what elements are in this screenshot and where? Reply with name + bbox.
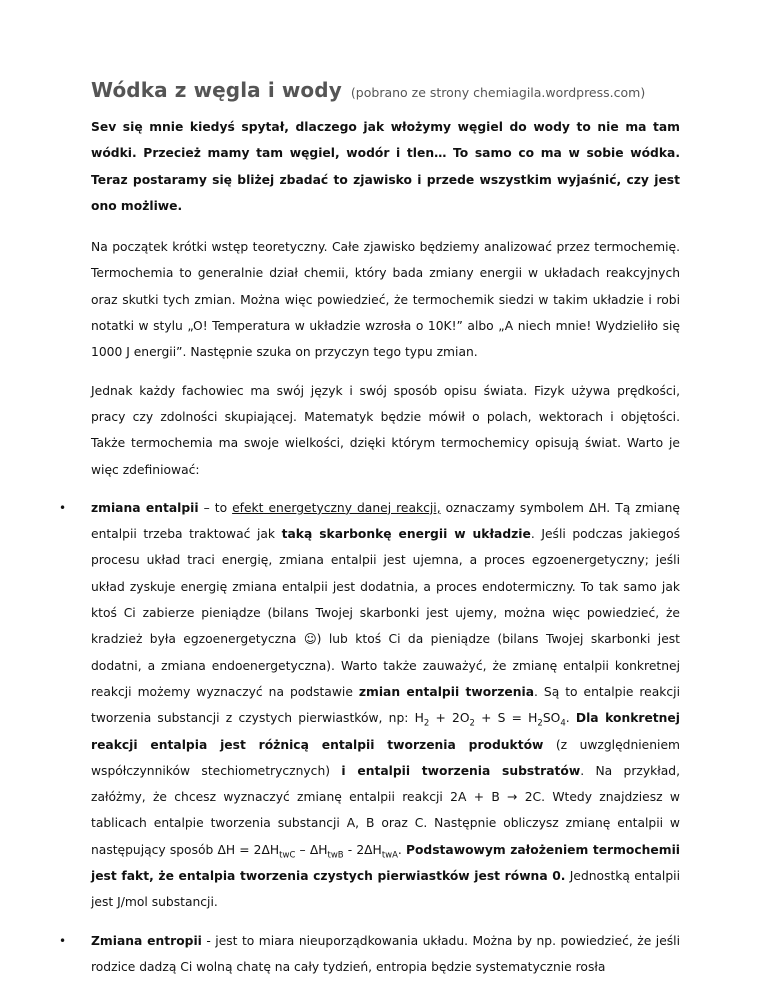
source-note: (pobrano ze strony chemiagila.wordpress.com)	[350, 85, 646, 100]
termochemia-paragraph: Na początek krótki wstęp teoretyczny. Całe zjawisko będziemy analizować przez termochemię. Termochemia to generalnie dział chemii, który bada zmiany energii w układach reakcyjnych oraz skutki tych zmian. Można więc powiedzieć, że termochemik siedzi w takim układzie i robi notatki w stylu „O! Temperatura w układzie wzrosła o 10K!” albo „A niech mnie! Wydzieliło się 1000 J energii”. Następnie szuka on przyczyn tego typu zmian.	[91, 240, 680, 360]
definitions-list	[59, 495, 681, 980]
text-run: + 2O	[429, 711, 470, 726]
page-title: Wódka z węgla i wody	[91, 78, 342, 102]
text-run: .	[397, 842, 406, 857]
bold-run: Podstawowym założeniem termochemii jest fakt, że entalpia tworzenia czystych pierwiastków jest równa 0.	[91, 842, 680, 884]
text-run: Jednostką entalpii jest J/mol substancji.	[91, 869, 680, 910]
text-run: oznaczamy symbolem ΔH. Tą zmianę entalpii trzeba traktować jak	[91, 500, 680, 542]
text-run: - jest to miara nieuporządkowania układu. Można by np. powiedzieć, że jeśli rodzice dadzą Ci wolną chatę na cały tydzień, entropia będzie systematycznie rosła	[91, 933, 680, 974]
title-line	[91, 78, 680, 102]
bold-run: Dla konkretnej reakcji entalpia jest różnicą entalpii tworzenia produktów	[91, 711, 680, 752]
bold-run: zmian entalpii tworzenia	[358, 684, 535, 699]
text-run: + S = H	[474, 711, 538, 726]
subscript: 4	[560, 718, 566, 729]
bullet-icon: •	[59, 500, 67, 515]
text-run: . Jeśli podczas jakiegoś procesu układ traci energię, zmiana entalpii jest ujemna, a proces egzoenergetyczny; jeśli układ zyskuje energię zmiana entalpii jest dodatnia, a proces endotermiczny. To tak samo jak ktoś Ci zabierze pieniądze (bilans Twojej skarbonki jest ujemy, można więc powiedzieć, że kradzież była egzoenergetyczna ☺) lub ktoś Ci da pieniądze (bilans Twojej skarbonki jest dodatni, a zmiana endoenergetyczna). Warto także zauważyć, że zmianę entalpii konkretnej reakcji możemy wyznaczyć na podstawie	[91, 527, 681, 699]
subscript: twC	[279, 850, 296, 861]
text-run: - 2ΔH	[343, 842, 382, 857]
bullet-icon: •	[59, 933, 67, 948]
subscript: twA	[381, 850, 398, 861]
list-item-enthalpy	[59, 495, 681, 916]
definitions-paragraph: Jednak każdy fachowiec ma swój język i swój sposób opisu świata. Fizyk używa prędkości, pracy czy zdolności skupiającej. Matematyk będzie mówił o polach, wektorach i objętości. Także termochemia ma swoje wielkości, dzięki którym termochemicy opisują świat. Warto je więc zdefiniować:	[91, 383, 680, 477]
enthalpy-paragraph	[91, 495, 680, 916]
bold-run: taką skarbonkę energii w układzie	[281, 527, 531, 542]
list-item-entropy	[59, 928, 680, 981]
text-run: . Na przykład, załóżmy, że chcesz wyznaczyć zmianę entalpii reakcji 2A + B → 2C. Wtedy znajdziesz w tablicach entalpie tworzenia substancji A, B oraz C. Następnie obliczysz zmianę entalpii w następujący sposób ΔH = 2ΔH	[91, 763, 681, 857]
text-run: SO	[542, 711, 561, 726]
text-run: – ΔH	[295, 842, 328, 857]
document-page	[59, 78, 681, 992]
subscript: twB	[327, 850, 344, 861]
subscript: 2	[469, 718, 475, 729]
energy-effect-link[interactable]: efekt energetyczny danej reakcji,	[232, 500, 441, 515]
text-run: (z uwzględnieniem współczynników stechiometrycznych)	[91, 737, 681, 778]
text-run: .	[565, 711, 576, 726]
intro-paragraph: Sev się mnie kiedyś spytał, dlaczego jak włożymy węgiel do wody to nie ma tam wódki. Przecież mamy tam węgiel, wodór i tlen… To samo co ma w sobie wódka. Teraz postaramy się bliżej zbadać to zjawisko i przede wszystkim wyjaśnić, czy jest ono możliwe.	[91, 120, 680, 213]
text-run: . Są to entalpie reakcji tworzenia substancji z czystych pierwiastków, np: H	[91, 684, 680, 726]
subscript: 2	[423, 718, 430, 729]
enthalpy-term: zmiana entalpii	[91, 500, 199, 515]
text-run: – to	[198, 500, 233, 515]
bold-run: i entalpii tworzenia substratów	[341, 763, 581, 778]
entropy-term: Zmiana entropii	[91, 933, 202, 948]
subscript: 2	[537, 718, 543, 729]
entropy-paragraph	[91, 928, 680, 981]
